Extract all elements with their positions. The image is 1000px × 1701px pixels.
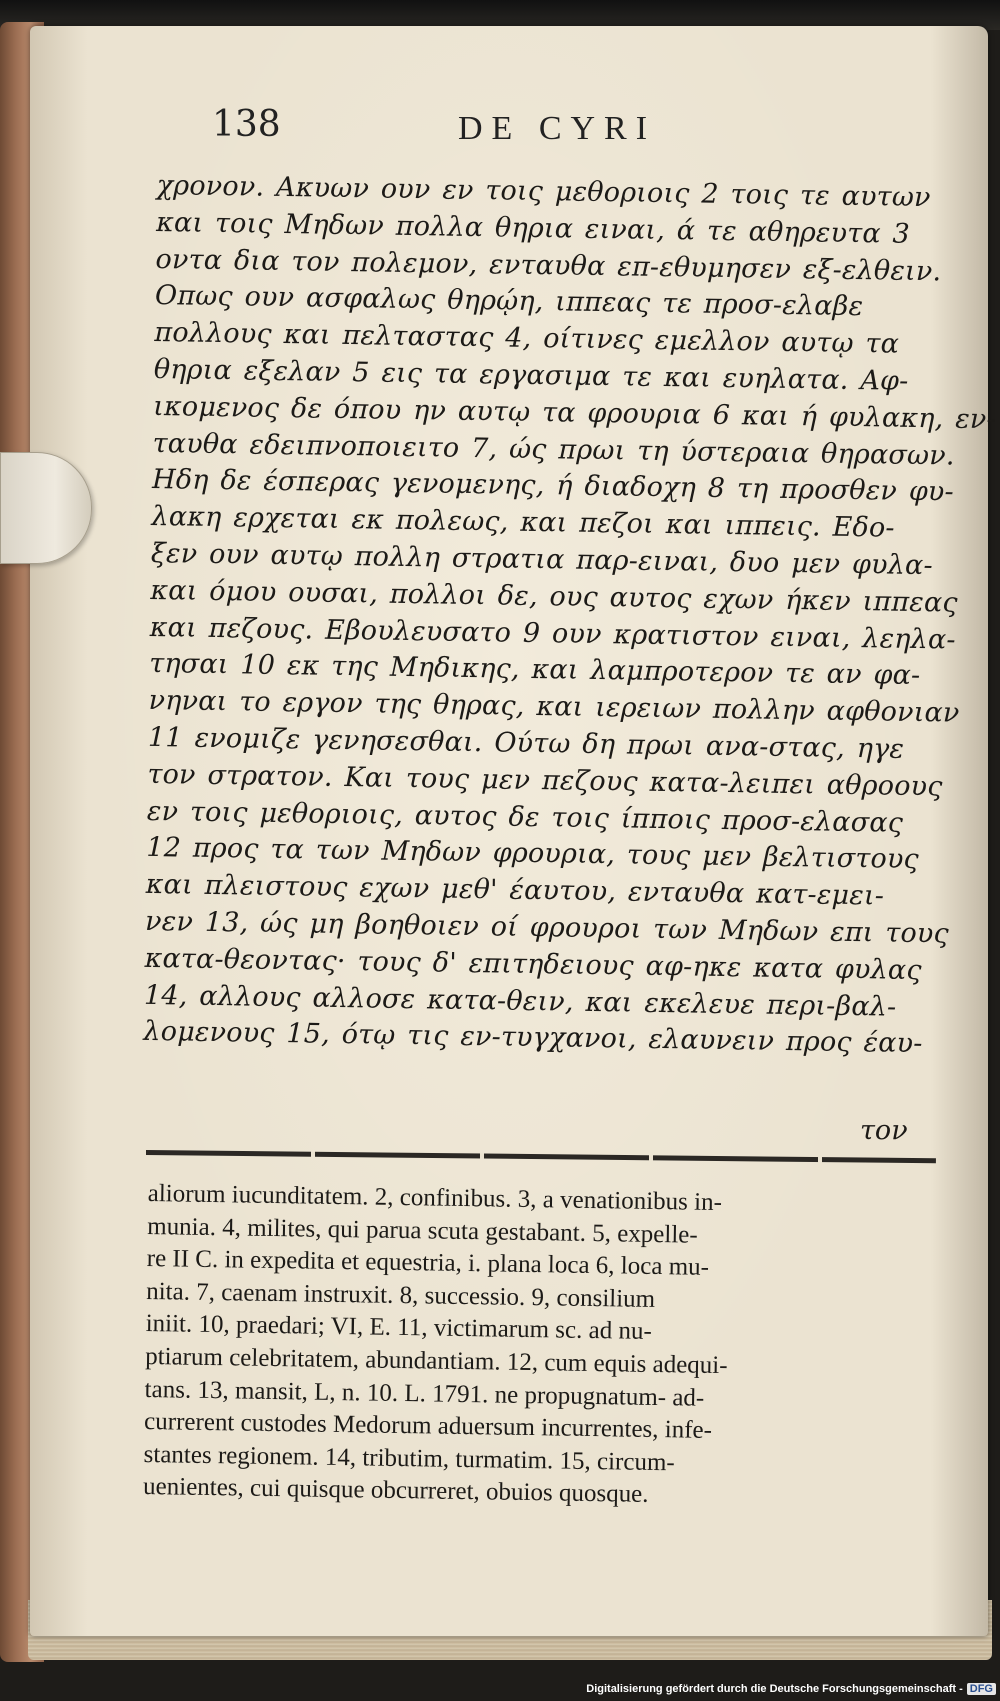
greek-line: λομενους 15, ότῳ τις εν-τυγχανοι, ελαυνειν προς έαυ- bbox=[143, 1016, 923, 1060]
greek-line: πολλους και πελταστας 4, οίτινες εμελλον αυτῳ τα bbox=[154, 317, 900, 360]
greek-line: ταυθα εδειπνοποιειτο 7, ώς πρωι τη ύστεραια θηρασων. bbox=[152, 427, 955, 472]
footnote-line: iniit. 10, praedari; VI, E. 11, victimarum sc. ad nu- bbox=[145, 1310, 652, 1346]
greek-line: κατα-θεοντας· τους δ' επιτηδειους αφ-ηκε κατα φυλας bbox=[144, 942, 922, 986]
greek-line: και όμου ουσαι, πολλοι δε, ους αυτος εχων ήκεν ιππεας bbox=[150, 574, 958, 619]
greek-line: εν τοις μεθοριοις, αυτος δε τοις ίπποις προσ-ελασας bbox=[146, 795, 904, 839]
footnote-line: stantes regionem. 14, tributim, turmatim. 15, circum- bbox=[143, 1440, 675, 1477]
greek-line: και τοις Μηδων πολλα θηρια ειναι, ά τε αθηρευτα 3 bbox=[155, 206, 911, 250]
greek-line: νεν 13, ώς μη βοηθοιεν οί φρουροι των Μηδων επι τους bbox=[144, 905, 950, 950]
greek-line: τησαι 10 εκ της Μηδικης, και λαμπροτερον τε αν φα- bbox=[148, 648, 921, 692]
greek-line: νηναι το εργον της θηρας, και ιερειων πολλην αφθονιαν bbox=[148, 685, 960, 729]
greek-line: χρονον. Ακυων ουν εν τοις μεθοριοις 2 τοις τε αυτων bbox=[156, 169, 931, 214]
greek-line: λακη ερχεται εκ πολεως, και πεζοι και ιππεις. Εδο- bbox=[151, 501, 896, 544]
greek-line: 14, αλλους αλλοσε κατα-θειν, και εκελευε περι-βαλ- bbox=[143, 979, 897, 1023]
greek-line: Ηδη δε έσπερας γενομενης, ή διαδοχη 8 τη προσθεν φυ- bbox=[151, 464, 955, 508]
latin-footnotes bbox=[143, 1178, 948, 1516]
footnote-line: nita. 7, caenam instruxit. 8, successio. 9, consilium bbox=[146, 1277, 656, 1313]
greek-line: οντα δια τον πολεμον, ενταυθα επ-εθυμησεν εξ-ελθειν. bbox=[155, 243, 942, 287]
footnote-line: munia. 4, milites, qui parua scuta gestabant. 5, expelle- bbox=[147, 1212, 698, 1249]
footnote-line: tans. 13, mansit, L, n. 10. L. 1791. ne propugnatum- ad- bbox=[144, 1375, 705, 1412]
footnote-line: currerent custodes Medorum aduersum incurrentes, infe- bbox=[143, 1408, 713, 1445]
footnote-line: ptiarum celebritatem, abundantiam. 12, cum equis adequi- bbox=[144, 1342, 728, 1380]
credit-text: Digitalisierung gefördert durch die Deutsche Forschungsgemeinschaft - bbox=[586, 1683, 963, 1695]
greek-line: Οπως ουν ασφαλως θηρῴη, ιππεας τε προσ-ελαβε bbox=[154, 280, 864, 323]
footnote-line: aliorum iucunditatem. 2, confinibus. 3, a venationibus in- bbox=[147, 1179, 723, 1217]
greek-line: θηρια εξελαν 5 εις τα εργασιμα τε και ευηλατα. Αφ- bbox=[153, 353, 909, 397]
greek-line: και πεζους. Εβουλευσατο 9 ουν κρατιστον ειναι, λεηλα- bbox=[149, 611, 957, 656]
running-title: DE CYRI bbox=[458, 110, 657, 147]
footnote-line: uenientes, cui quisque obcurreret, obuios quosque. bbox=[142, 1473, 649, 1509]
greek-line: και πλειστους εχων μεθ' έαυτου, ενταυθα κατ-εμει- bbox=[145, 869, 885, 912]
catchword: τον bbox=[860, 1115, 908, 1146]
page-header bbox=[0, 104, 1000, 154]
footnote-line: re II C. in expedita et equestria, i. plana loca 6, loca mu- bbox=[146, 1245, 710, 1282]
greek-line: 11 ενομιζε γενησεσθαι. Ούτω δη πρωι ανα-στας, ηγε bbox=[147, 721, 905, 765]
greek-line: ξεν ουν αυτῳ πολλη στρατια παρ-ειναι, δυο μεν φυλα- bbox=[150, 537, 934, 582]
greek-line: ικομενος δε όπου ην αυτῳ τα φρουρια 6 και ή φυλακη, εν- bbox=[153, 390, 997, 435]
greek-text-block bbox=[143, 168, 997, 1063]
page-number: 138 bbox=[212, 104, 281, 145]
greek-line: τον στρατον. Και τους μεν πεζους κατα-λειπει αθροους bbox=[147, 758, 943, 803]
greek-line: 12 προς τα των Μηδων φρουρια, τους μεν βελτιστους bbox=[146, 832, 920, 876]
digitization-credit bbox=[586, 1683, 996, 1695]
dfg-logo: DFG bbox=[967, 1683, 996, 1695]
